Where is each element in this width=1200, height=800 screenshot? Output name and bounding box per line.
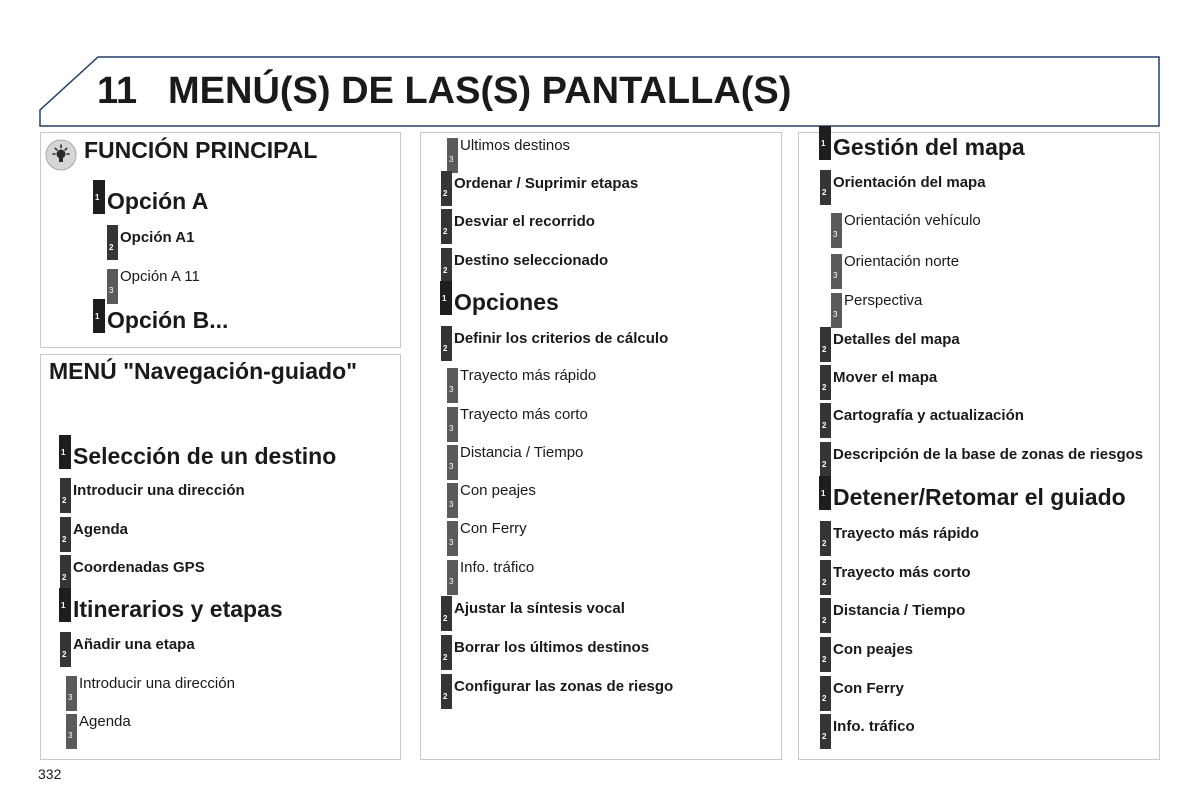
menu-item-label: Configurar las zonas de riesgo	[454, 678, 674, 695]
menu-item-label: Trayecto más corto	[460, 406, 588, 423]
legend-item-label: Opción A1	[120, 229, 195, 246]
chapter-title: MENÚ(S) DE LAS(S) PANTALLA(S)	[168, 70, 792, 112]
menu-item	[449, 444, 584, 471]
menu-item-label: Descripción de la base de zonas de riesgos	[833, 446, 1144, 463]
menu-item-label: Detener/Retomar el guiado	[833, 484, 1126, 510]
level-marker: 3	[447, 407, 458, 442]
menu-item	[833, 292, 923, 319]
menu-item-label: Agenda	[79, 713, 131, 730]
legend-item	[109, 229, 195, 252]
menu-item-label: Orientación del mapa	[833, 174, 986, 191]
level-marker: 2	[441, 326, 452, 361]
level-marker: 2	[60, 632, 71, 667]
menu-item	[443, 252, 609, 275]
legend-item	[109, 268, 200, 295]
level-marker: 3	[831, 254, 842, 289]
menu-item	[822, 369, 938, 392]
level-marker: 2	[441, 209, 452, 244]
page-number: 332	[38, 766, 62, 782]
legend-item-label: Opción A 11	[120, 268, 200, 285]
level-marker: 1	[59, 435, 71, 469]
menu-item-label: Definir los criterios de cálculo	[454, 330, 669, 347]
menu-item	[822, 718, 915, 741]
menu-item-label: Orientación vehículo	[844, 212, 981, 229]
lamp-icon	[45, 139, 77, 171]
level-marker: 2	[441, 674, 452, 709]
menu-title: MENÚ "Navegación-guiado"	[49, 358, 358, 384]
level-marker: 2	[820, 442, 831, 477]
level-marker: 2	[441, 248, 452, 283]
menu-item-label: Con peajes	[833, 641, 914, 658]
level-marker: 2	[820, 521, 831, 556]
menu-item	[822, 407, 1024, 430]
menu-item-label: Agenda	[73, 521, 129, 538]
menu-item	[822, 446, 1144, 469]
menu-item	[822, 525, 979, 548]
menu-item	[443, 213, 595, 236]
menu-item	[443, 678, 674, 701]
menu-item-label: Con Ferry	[460, 520, 527, 537]
menu-item-label: Trayecto más corto	[833, 564, 971, 581]
level-marker: 2	[820, 403, 831, 438]
menu-item	[443, 330, 669, 353]
level-marker: 2	[820, 560, 831, 595]
menu-item-label: Introducir una dirección	[73, 482, 245, 499]
level-marker: 3	[447, 560, 458, 595]
menu-item-label: Ultimos destinos	[460, 137, 571, 154]
menu-item-label: Trayecto más rápido	[833, 525, 979, 542]
level-marker: 2	[820, 365, 831, 400]
menu-item	[62, 521, 129, 544]
level-marker: 2	[107, 225, 118, 260]
menu-item-label: Gestión del mapa	[833, 134, 1025, 160]
menu-item	[449, 367, 597, 394]
menu-item-label: Orientación norte	[844, 253, 960, 270]
menu-item-label: Con Ferry	[833, 680, 904, 697]
menu-item-label: Distancia / Tiempo	[833, 602, 966, 619]
menu-item	[62, 636, 195, 659]
level-marker: 2	[820, 327, 831, 362]
menu-item	[449, 559, 535, 586]
menu-item	[833, 253, 960, 280]
menu-item	[822, 331, 960, 354]
level-marker: 1	[819, 476, 831, 510]
chapter-number: 11	[97, 70, 138, 112]
menu-item	[822, 602, 966, 625]
level-marker: 2	[60, 517, 71, 552]
menu-item	[62, 559, 205, 582]
menu-item	[822, 680, 904, 703]
level-marker: 1	[93, 180, 105, 214]
level-marker: 2	[441, 635, 452, 670]
level-marker: 3	[447, 445, 458, 480]
menu-item-label: Opciones	[454, 289, 559, 315]
level-marker: 2	[60, 478, 71, 513]
menu-item	[822, 174, 986, 197]
menu-item-label: Añadir una etapa	[73, 636, 195, 653]
menu-column-1	[40, 354, 401, 760]
legend-item-label: Opción A	[107, 188, 209, 214]
menu-item	[68, 675, 235, 702]
menu-item-label: Coordenadas GPS	[73, 559, 205, 576]
level-marker: 2	[60, 555, 71, 590]
level-marker: 3	[831, 293, 842, 328]
menu-item-label: Distancia / Tiempo	[460, 444, 584, 461]
menu-item	[61, 596, 283, 623]
menu-item	[443, 175, 639, 198]
legend-item-label: Opción B...	[107, 307, 229, 333]
level-marker: 3	[447, 368, 458, 403]
level-marker: 2	[820, 714, 831, 749]
menu-item	[443, 600, 625, 623]
menu-item-label: Detalles del mapa	[833, 331, 960, 348]
menu-item	[821, 484, 1126, 511]
menu-item-label: Ajustar la síntesis vocal	[454, 600, 625, 617]
legend-item	[95, 307, 229, 334]
menu-item	[822, 641, 914, 664]
menu-item	[443, 639, 650, 662]
menu-item-label: Selección de un destino	[73, 443, 337, 469]
menu-item-label: Info. tráfico	[460, 559, 535, 576]
menu-item-label: Trayecto más rápido	[460, 367, 597, 384]
menu-item	[442, 289, 559, 316]
level-marker: 1	[819, 126, 831, 160]
menu-item	[833, 212, 981, 239]
level-marker: 1	[59, 588, 71, 622]
menu-item	[449, 137, 571, 164]
menu-item-label: Introducir una dirección	[79, 675, 235, 692]
menu-item-label: Info. tráfico	[833, 718, 915, 735]
menu-item-label: Mover el mapa	[833, 369, 938, 386]
level-marker: 3	[66, 676, 77, 711]
menu-item-label: Con peajes	[460, 482, 536, 499]
level-marker: 2	[441, 171, 452, 206]
menu-item-label: Destino seleccionado	[454, 252, 609, 269]
level-marker: 3	[66, 714, 77, 749]
legend-title: FUNCIÓN PRINCIPAL	[84, 137, 318, 163]
menu-item	[62, 482, 245, 505]
menu-item	[449, 406, 588, 433]
level-marker: 2	[820, 598, 831, 633]
level-marker: 1	[93, 299, 105, 333]
menu-item-label: Borrar los últimos destinos	[454, 639, 650, 656]
menu-item	[61, 443, 337, 470]
menu-item-label: Perspectiva	[844, 292, 923, 309]
level-marker: 2	[820, 676, 831, 711]
level-marker: 2	[820, 637, 831, 672]
menu-item	[449, 520, 527, 547]
level-marker: 3	[447, 521, 458, 556]
menu-item-label: Cartografía y actualización	[833, 407, 1024, 424]
menu-item-label: Itinerarios y etapas	[73, 596, 283, 622]
level-marker: 1	[440, 281, 452, 315]
menu-item	[68, 713, 131, 740]
menu-item	[449, 482, 536, 509]
level-marker: 3	[447, 138, 458, 173]
level-marker: 3	[447, 483, 458, 518]
menu-item-label: Desviar el recorrido	[454, 213, 595, 230]
level-marker: 3	[831, 213, 842, 248]
level-marker: 2	[820, 170, 831, 205]
menu-item	[821, 134, 1025, 161]
level-marker: 3	[107, 269, 118, 304]
menu-item	[822, 564, 971, 587]
menu-item-label: Ordenar / Suprimir etapas	[454, 175, 639, 192]
legend-item	[95, 188, 209, 215]
level-marker: 2	[441, 596, 452, 631]
